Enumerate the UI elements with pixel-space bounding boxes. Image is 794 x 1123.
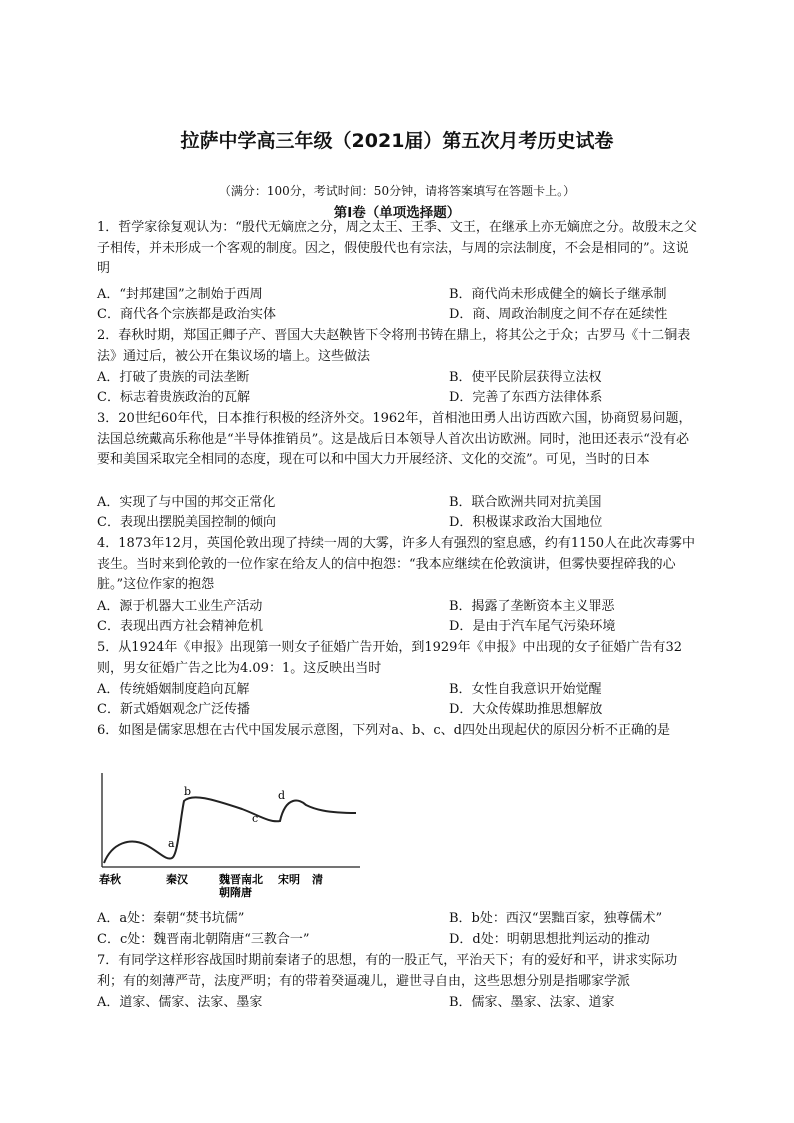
question-4-option-d: D．是由于汽车尾气污染环境 <box>449 619 616 634</box>
section-heading: 第Ⅰ卷（单项选择题） <box>333 205 461 221</box>
question-3-option-c: C．表现出摆脱美国控制的倾向 <box>97 515 276 530</box>
figure-label-qinhan: 秦汉 <box>166 873 188 886</box>
question-6-option-b: B．b处：西汉“罢黜百家，独尊儒术” <box>449 911 663 926</box>
question-7-option-a: A．道家、儒家、法家、墨家 <box>97 995 263 1010</box>
question-2-option-d: D．完善了东西方法律体系 <box>449 390 603 405</box>
question-1-option-d: D．商、周政治制度之间不存在延续性 <box>449 307 668 322</box>
page-title: 拉萨中学高三年级（2021届）第五次月考历史试卷 <box>180 130 614 152</box>
question-1-option-b: B．商代尚未形成健全的嫡长子继承制 <box>449 287 667 302</box>
figure-label-chunqiu: 春秋 <box>99 873 121 886</box>
question-3-option-b: B．联合欧洲共同对抗美国 <box>449 495 602 510</box>
question-6-stem: 6．如图是儒家思想在古代中国发展示意图，下列对a、b、c、d四处出现起伏的原因分析不正确的是 <box>97 723 670 738</box>
figure-point-c: c <box>252 812 259 825</box>
figure-point-a: a <box>168 837 175 850</box>
question-5-option-d: D．大众传媒助推思想解放 <box>449 702 603 717</box>
figure-point-b: b <box>184 785 192 798</box>
question-4-option-b: B．揭露了垄断资本主义罪恶 <box>449 599 615 614</box>
confucianism-development-figure <box>92 765 362 905</box>
question-7-option-b: B．儒家、墨家、法家、道家 <box>449 995 615 1010</box>
figure-curve <box>104 797 356 863</box>
question-3-option-d: D．积极谋求政治大国地位 <box>449 515 603 530</box>
question-2-option-a: A．打破了贵族的司法垄断 <box>97 370 250 385</box>
figure-label-chaosuitang: 朝隋唐 <box>219 886 252 899</box>
figure-point-d: d <box>278 789 286 802</box>
question-5-option-b: B．女性自我意识开始觉醒 <box>449 682 602 697</box>
question-2-option-c: C．标志着贵族政治的瓦解 <box>97 390 250 405</box>
question-5-option-c: C．新式婚姻观念广泛传播 <box>97 702 250 717</box>
question-6-option-a: A．a处：秦朝“焚书坑儒” <box>97 911 245 926</box>
question-5-stem: 5．从1924年《申报》出现第一则女子征婚广告开始，到1929年《申报》中出现的女子征婚广告有32则，男女征婚广告之比为4.09：1。这反映出当时 <box>97 640 682 676</box>
question-4-option-c: C．表现出西方社会精神危机 <box>97 619 263 634</box>
question-4-stem: 4．1873年12月，英国伦敦出现了持续一周的大雾，许多人有强烈的窒息感，约有1150人在此次毒雾中丧生。当时来到伦敦的一位作家在给友人的信中抱怨：“我本应继续在伦敦演讲，但雾快要捏碎我的心脏。”这位作家的抱怨 <box>97 536 695 592</box>
question-4-option-a: A．源于机器大工业生产活动 <box>97 599 263 614</box>
question-7-stem: 7．有同学这样形容战国时期前秦诸子的思想，有的一股正气，平治天下；有的爱好和平，讲求实际功利；有的刻薄严苛，法度严明；有的带着癸逼魂儿，避世寻自由，这些思想分别是指哪家学派 <box>97 953 678 989</box>
question-1-stem: 1．哲学家徐复观认为：“殷代无嫡庶之分，周之太王、王季、文王，在继承上亦无嫡庶之分。故殷末之父子相传，并未形成一个客观的制度。因之，假使殷代也有宗法，与周的宗法制度，不会是相同的”。这说明 <box>97 220 697 276</box>
question-2-stem: 2．春秋时期，郑国正卿子产、晋国大夫赵鞅皆下令将刑书铸在鼎上，将其公之于众；古罗马《十二铜表法》通过后，被公开在集议场的墙上。这些做法 <box>97 328 691 364</box>
question-3-option-a: A．实现了与中国的邦交正常化 <box>97 495 276 510</box>
question-6-option-d: D．d处：明朝思想批判运动的推动 <box>449 932 650 947</box>
figure-label-songming: 宋明 <box>278 873 300 886</box>
question-2-option-b: B．使平民阶层获得立法权 <box>449 370 602 385</box>
question-5-option-a: A．传统婚姻制度趋向瓦解 <box>97 682 250 697</box>
exam-note: （满分：100分，考试时间：50分钟，请将答案填写在答题卡上。） <box>218 184 576 198</box>
question-1-option-c: C．商代各个宗族都是政治实体 <box>97 307 276 322</box>
figure-label-qing: 清 <box>312 873 323 886</box>
question-6-option-c: C．c处：魏晋南北朝隋唐“三教合一” <box>97 932 310 947</box>
figure-label-weijin: 魏晋南北 <box>219 873 263 886</box>
question-3-stem: 3．20世纪60年代，日本推行积极的经济外交。1962年，首相池田勇人出访西欧六国，协商贸易问题，法国总统戴高乐称他是“半导体推销员”。这是战后日本领导人首次出访欧洲。同时，池田还表示“没有必要和美国采取完全相同的态度，现在可以和中国大力开展经济、文化的交流”。可见，当时的日本 <box>97 411 692 467</box>
question-1-option-a: A．“封邦建国”之制始于西周 <box>97 287 263 302</box>
